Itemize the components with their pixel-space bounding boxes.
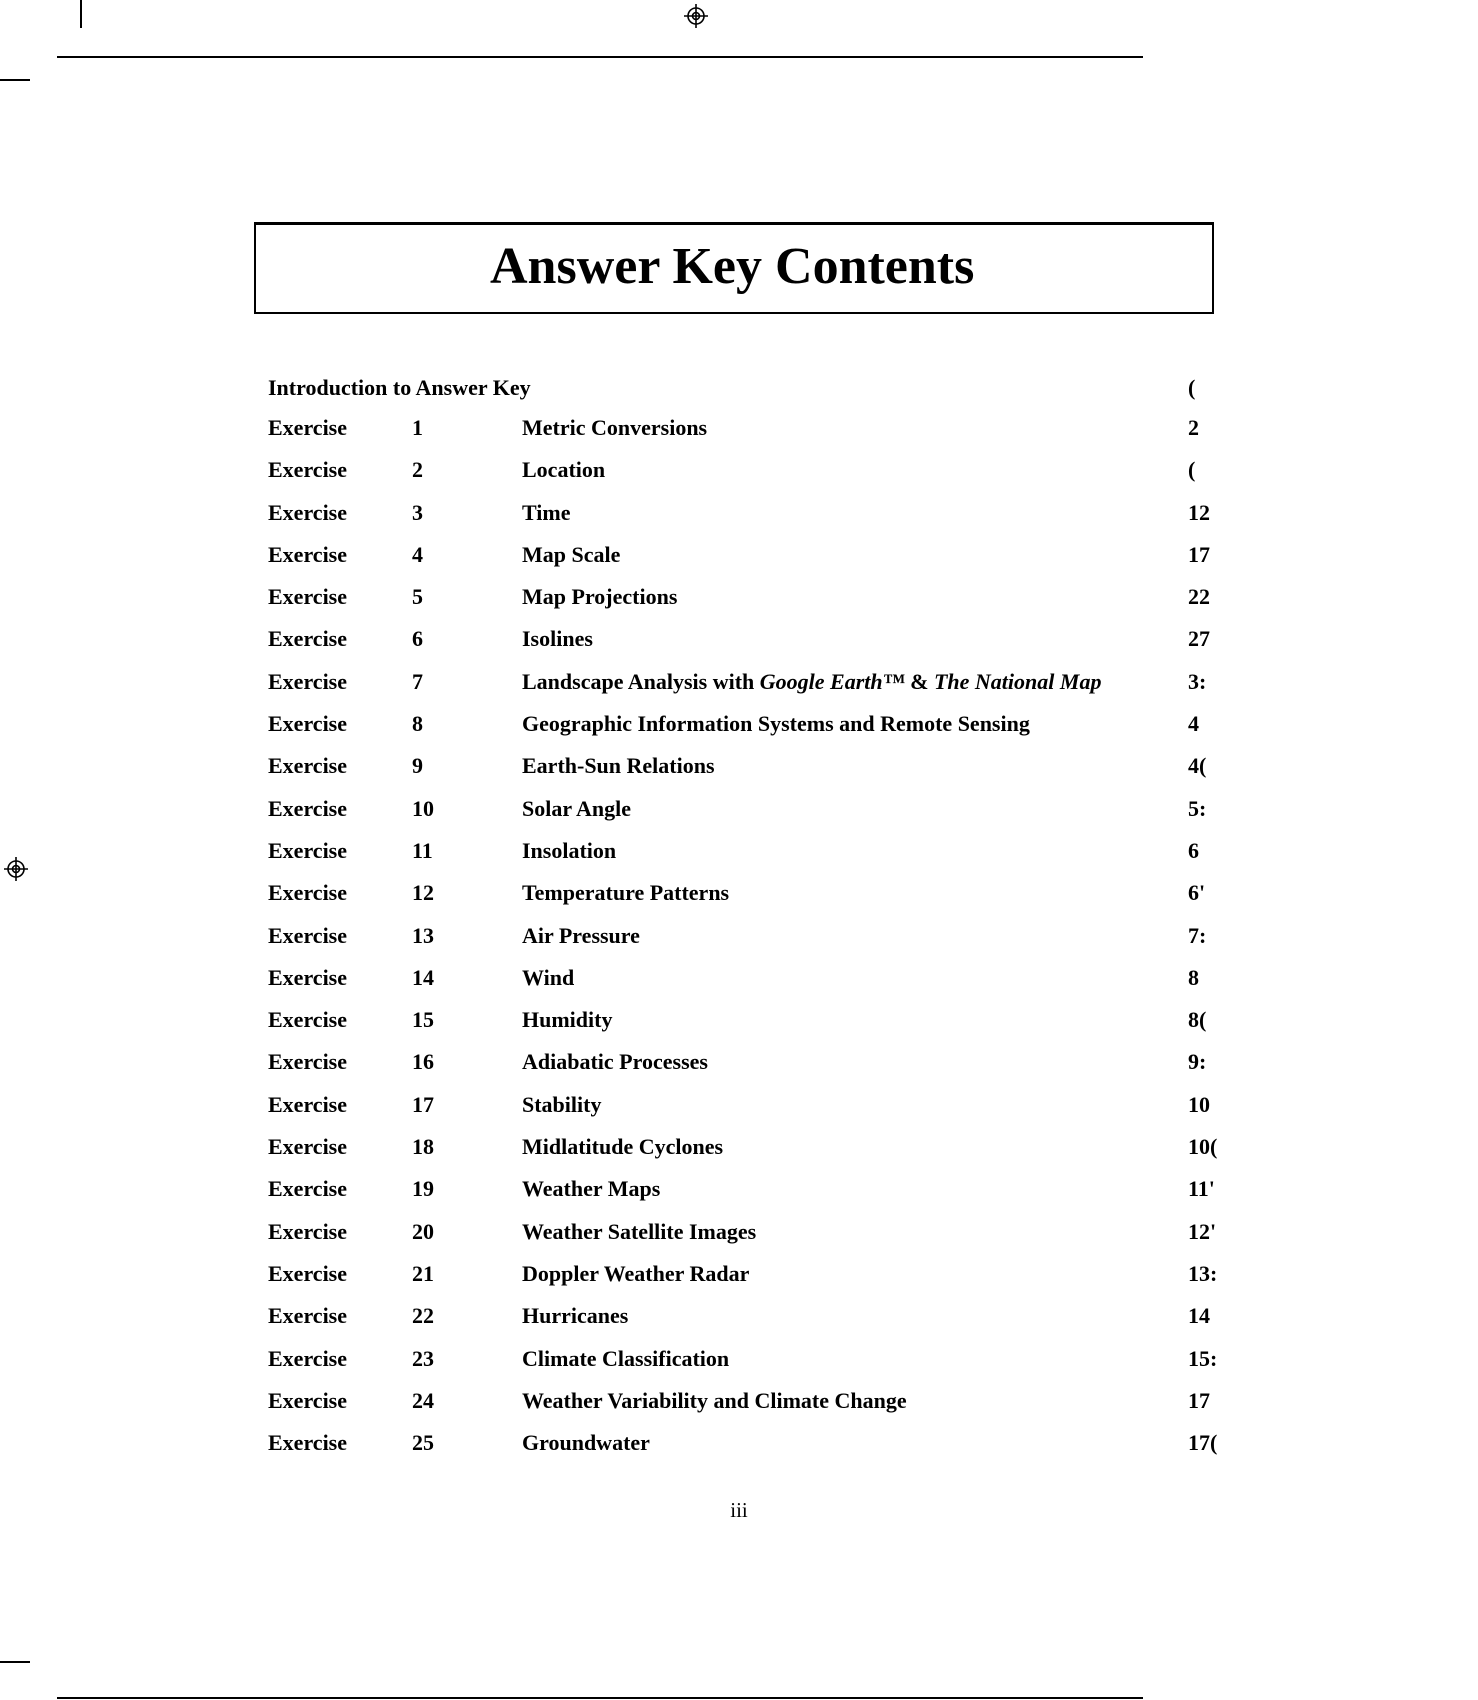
toc-exercise-title: Hurricanes bbox=[522, 1303, 629, 1329]
toc-page-number: 12' bbox=[1188, 1218, 1217, 1244]
registration-mark-icon bbox=[683, 3, 709, 29]
toc-title-part: & bbox=[904, 668, 934, 694]
toc-exercise-number: 10 bbox=[412, 795, 434, 821]
top-rule bbox=[57, 56, 1143, 58]
toc-page-number: 6 bbox=[1188, 837, 1199, 863]
toc-page-number: 15: bbox=[1188, 1345, 1218, 1371]
toc-exercise-number: 4 bbox=[412, 541, 423, 567]
toc-exercise-label: Exercise bbox=[268, 1345, 348, 1371]
toc-exercise-label: Exercise bbox=[268, 584, 348, 610]
toc-exercise-number: 14 bbox=[412, 964, 434, 990]
toc-row[interactable] bbox=[268, 1300, 1208, 1342]
toc-page-number: 5: bbox=[1188, 795, 1207, 821]
toc-row[interactable] bbox=[268, 962, 1208, 1004]
toc-page-number: ( bbox=[1188, 457, 1196, 483]
toc-exercise-label: Exercise bbox=[268, 626, 348, 652]
toc-exercise-title: Isolines bbox=[522, 626, 593, 652]
toc-page-number: 8 bbox=[1188, 964, 1199, 990]
toc-row[interactable] bbox=[268, 835, 1208, 877]
crop-mark-left-top bbox=[0, 79, 30, 81]
toc-row[interactable] bbox=[268, 1385, 1208, 1427]
toc-exercise-title: Map Scale bbox=[522, 541, 621, 567]
toc-exercise-number: 6 bbox=[412, 626, 423, 652]
toc-exercise-number: 24 bbox=[412, 1387, 434, 1413]
toc-exercise-number: 23 bbox=[412, 1345, 434, 1371]
toc-exercise-title: Adiabatic Processes bbox=[522, 1049, 708, 1075]
toc-exercise-title: Location bbox=[522, 457, 606, 483]
toc-page-number: 27 bbox=[1188, 626, 1210, 652]
toc-exercise-label: Exercise bbox=[268, 880, 348, 906]
toc-exercise-title: Stability bbox=[522, 1091, 602, 1117]
toc-page-number: 22 bbox=[1188, 584, 1210, 610]
toc-row[interactable] bbox=[268, 497, 1208, 539]
toc-exercise-label: Exercise bbox=[268, 499, 348, 525]
toc-exercise-title: Temperature Patterns bbox=[522, 880, 730, 906]
toc-page-number: 4 bbox=[1188, 711, 1199, 737]
toc-exercise-label: Exercise bbox=[268, 711, 348, 737]
toc-exercise-number: 18 bbox=[412, 1134, 434, 1160]
toc-row[interactable] bbox=[268, 412, 1208, 454]
bottom-rule bbox=[57, 1697, 1143, 1699]
toc-exercise-number: 16 bbox=[412, 1049, 434, 1075]
toc-row[interactable] bbox=[268, 1004, 1208, 1046]
toc-page-number: 17 bbox=[1188, 541, 1210, 567]
toc-exercise-number: 9 bbox=[412, 753, 423, 779]
page-number: iii bbox=[730, 1498, 748, 1522]
toc-exercise-title: Weather Maps bbox=[522, 1176, 661, 1202]
toc-exercise-title: Metric Conversions bbox=[522, 415, 708, 440]
toc-intro-page: ( bbox=[1188, 375, 1196, 400]
toc-exercise-label: Exercise bbox=[268, 1303, 348, 1329]
toc-page-number: 11' bbox=[1188, 1176, 1215, 1202]
toc-row[interactable] bbox=[268, 581, 1208, 623]
toc-exercise-title: Geographic Information Systems and Remote Sensing bbox=[522, 711, 1030, 737]
toc-exercise-number: 13 bbox=[412, 922, 434, 948]
toc-exercise-title: Insolation bbox=[522, 837, 617, 863]
toc-exercise-label: Exercise bbox=[268, 753, 348, 779]
toc-exercise-number: 3 bbox=[412, 499, 423, 525]
toc-exercise-label: Exercise bbox=[268, 795, 348, 821]
toc-row[interactable] bbox=[268, 750, 1208, 792]
crop-mark-top bbox=[80, 0, 82, 28]
toc-page-number: 10 bbox=[1188, 1091, 1210, 1117]
toc-row[interactable] bbox=[268, 666, 1208, 708]
toc-page-number: 12 bbox=[1188, 499, 1210, 525]
toc-exercise-label: Exercise bbox=[268, 1049, 348, 1075]
toc-exercise-label: Exercise bbox=[268, 415, 348, 440]
toc-intro-row[interactable] bbox=[268, 372, 1208, 412]
toc-row[interactable] bbox=[268, 1173, 1215, 1215]
toc-page-number: 14 bbox=[1188, 1303, 1210, 1329]
toc-exercise-label: Exercise bbox=[268, 668, 348, 694]
toc-exercise-number: 2 bbox=[412, 457, 423, 483]
toc-exercise-label: Exercise bbox=[268, 1387, 348, 1413]
toc-title-part: The National Map bbox=[933, 668, 1102, 694]
toc-page-number: 17 bbox=[1188, 1387, 1210, 1413]
toc-exercise-label: Exercise bbox=[268, 1176, 348, 1202]
toc-exercise-title bbox=[522, 666, 1101, 698]
toc-row[interactable] bbox=[268, 1343, 1218, 1385]
toc-exercise-label: Exercise bbox=[268, 541, 348, 567]
toc-exercise-title: Climate Classification bbox=[522, 1345, 730, 1371]
toc-exercise-title: Air Pressure bbox=[522, 922, 640, 948]
toc-page-number: 8( bbox=[1188, 1007, 1207, 1033]
toc-exercise-title: Humidity bbox=[522, 1007, 613, 1033]
toc-title-part: Landscape Analysis with bbox=[522, 668, 760, 694]
registration-mark-icon bbox=[3, 856, 29, 882]
toc-row[interactable] bbox=[268, 1131, 1218, 1173]
toc-exercise-title: Midlatitude Cyclones bbox=[522, 1134, 724, 1160]
toc-exercise-number: 5 bbox=[412, 584, 423, 610]
toc-exercise-title: Map Projections bbox=[522, 584, 678, 610]
toc-row[interactable] bbox=[268, 793, 1208, 835]
toc-page-number: 17( bbox=[1188, 1430, 1218, 1456]
toc-exercise-label: Exercise bbox=[268, 1091, 348, 1117]
toc-exercise-number: 21 bbox=[412, 1260, 434, 1286]
toc-exercise-label: Exercise bbox=[268, 1007, 348, 1033]
toc-page-number: 4( bbox=[1188, 753, 1207, 779]
toc-exercise-title: Wind bbox=[522, 964, 575, 990]
toc-page-number: 2 bbox=[1188, 415, 1199, 440]
toc-exercise-number: 8 bbox=[412, 711, 423, 737]
toc-row[interactable] bbox=[268, 1046, 1208, 1088]
toc-exercise-title: Groundwater bbox=[522, 1430, 650, 1456]
toc-row[interactable] bbox=[268, 708, 1208, 750]
toc-exercise-label: Exercise bbox=[268, 1218, 348, 1244]
toc-exercise-number: 1 bbox=[412, 415, 423, 440]
toc-row[interactable] bbox=[268, 623, 1208, 665]
toc-exercise-label: Exercise bbox=[268, 1430, 348, 1456]
crop-mark-left-bottom bbox=[0, 1661, 30, 1663]
toc-row[interactable] bbox=[268, 877, 1208, 919]
toc-row[interactable] bbox=[268, 1427, 1218, 1469]
toc-exercise-label: Exercise bbox=[268, 1134, 348, 1160]
table-of-contents bbox=[268, 372, 1218, 1469]
toc-exercise-number: 22 bbox=[412, 1303, 434, 1329]
toc-exercise-title: Solar Angle bbox=[522, 795, 632, 821]
toc-page-number: 9: bbox=[1188, 1049, 1207, 1075]
toc-page-number: 3: bbox=[1188, 668, 1207, 694]
toc-row[interactable] bbox=[268, 454, 1208, 496]
toc-exercise-number: 7 bbox=[412, 668, 423, 694]
toc-exercise-title: Weather Variability and Climate Change bbox=[522, 1387, 907, 1413]
toc-exercise-number: 11 bbox=[412, 837, 433, 863]
toc-exercise-label: Exercise bbox=[268, 1260, 348, 1286]
page-title: Answer Key Contents bbox=[490, 238, 975, 295]
toc-exercise-number: 15 bbox=[412, 1007, 434, 1033]
toc-page-number: 10( bbox=[1188, 1134, 1218, 1160]
toc-row[interactable] bbox=[268, 920, 1208, 962]
toc-exercise-number: 20 bbox=[412, 1218, 434, 1244]
toc-exercise-number: 19 bbox=[412, 1176, 434, 1202]
toc-exercise-title: Time bbox=[522, 499, 571, 525]
toc-exercise-label: Exercise bbox=[268, 457, 348, 483]
toc-exercise-title: Earth-Sun Relations bbox=[522, 753, 715, 779]
toc-exercise-number: 12 bbox=[412, 880, 434, 906]
toc-row[interactable] bbox=[268, 1089, 1208, 1131]
toc-exercise-title: Doppler Weather Radar bbox=[522, 1260, 750, 1286]
toc-page-number: 13: bbox=[1188, 1260, 1218, 1286]
toc-exercise-number: 25 bbox=[412, 1430, 434, 1456]
toc-row[interactable] bbox=[268, 1258, 1218, 1300]
toc-title-part: Google Earth™ bbox=[759, 668, 905, 694]
toc-row[interactable] bbox=[268, 539, 1208, 581]
toc-exercise-label: Exercise bbox=[268, 922, 348, 948]
toc-page-number: 7: bbox=[1188, 922, 1207, 948]
toc-exercise-label: Exercise bbox=[268, 964, 348, 990]
toc-intro-title: Introduction to Answer Key bbox=[268, 375, 531, 400]
toc-page-number: 6' bbox=[1188, 880, 1206, 906]
toc-row[interactable] bbox=[268, 1216, 1217, 1258]
toc-exercise-title: Weather Satellite Images bbox=[522, 1218, 757, 1244]
toc-exercise-number: 17 bbox=[412, 1091, 434, 1117]
toc-exercise-label: Exercise bbox=[268, 837, 348, 863]
